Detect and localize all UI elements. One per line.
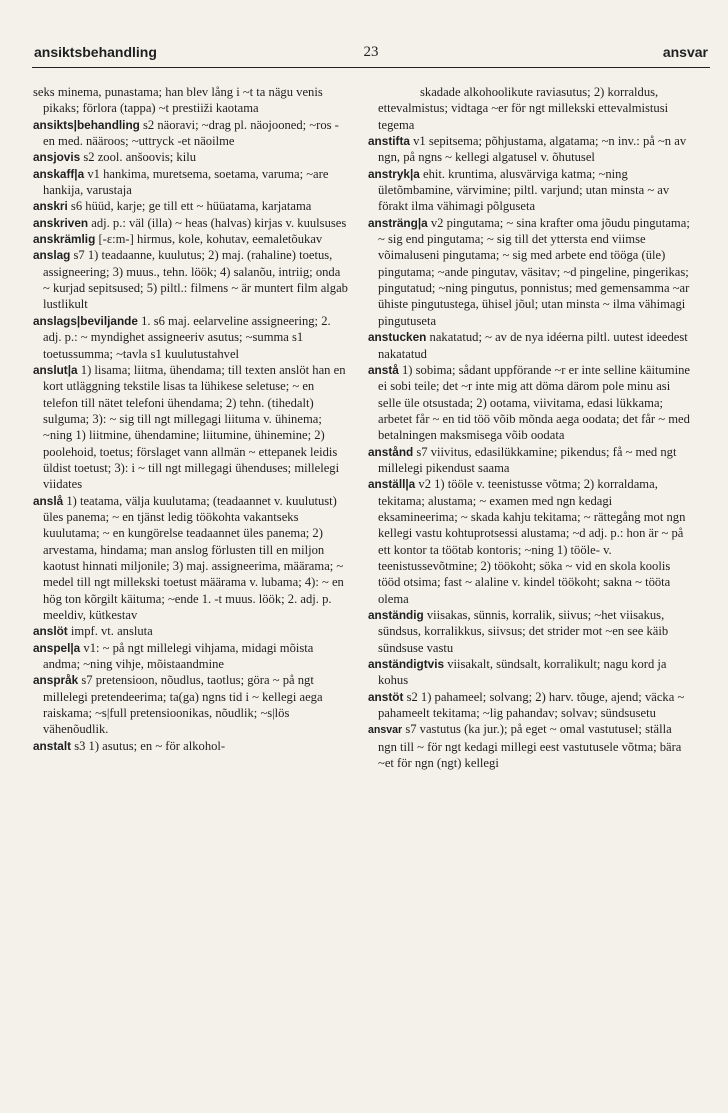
entry-headword: anskaff|a	[33, 166, 85, 181]
entry-headword: ansikts|behandling	[33, 117, 140, 132]
entry-headword: anslut|a	[33, 362, 78, 377]
dictionary-entry	[33, 640, 349, 673]
header-rule	[32, 67, 710, 68]
entry-definition: skadade alkohoolikute raviasutus; 2) korraldus, ettevalmistus; vidtaga ~er för ngt millekski ettevalmistusi tegema	[378, 85, 669, 132]
entry-definition: s3 1) asutus; en ~ för alkohol-	[74, 738, 226, 753]
entry-headword: anslå	[33, 493, 64, 508]
dictionary-entry	[368, 689, 690, 722]
entry-headword: anskriven	[33, 215, 89, 230]
entry-definition: 1. s6 maj. eelarveline assigneering; 2. adj. p.: ~ myndighet assigneeriv asutus; ~summa s1 toetussumma; ~tavla s1 kuulutustahvel	[43, 313, 331, 361]
right-column	[368, 84, 690, 771]
dictionary-entry	[33, 738, 349, 754]
entry-definition: viisakas, sünnis, korralik, siivus; ~het viisakus, sündsus, korralikkus, siivsus; det strider mot ~en see käib sündsuse vastu	[378, 608, 669, 655]
dictionary-entry	[368, 656, 690, 689]
entry-headword: ansjovis	[33, 150, 81, 165]
header-guide-word-left: ansiktsbehandling	[34, 44, 157, 60]
entry-definition: adj. p.: väl (illa) ~ heas (halvas) kirjas v. kuulsuses	[91, 215, 347, 230]
entry-definition: impf. vt. ansluta	[70, 624, 153, 639]
entry-headword: anstalt	[33, 738, 72, 753]
entry-headword: anstifta	[368, 134, 410, 149]
entry-headword: anslöt	[33, 624, 68, 639]
entry-headword: anstå	[368, 362, 399, 377]
dictionary-entry	[33, 117, 349, 150]
entry-definition: v2 pingutama; ~ sina krafter oma jõudu pingutama; ~ sig end pingutama; ~ sig till det yttersta end viimse võimaluseni pingutama; ~ sig med arbete end tööga (üle) pingutama; ~ande pingutav, väsitav; ~d pingeline, pingerikas; pingutatud; ~ning pingutus, ponnistus; med gemensamma ~ar ühiste pingutustega, ühisel jõul; utan minsta ~ ilma vähimagi pingutuseta	[378, 215, 690, 328]
entry-headword: anskri	[33, 199, 68, 214]
dictionary-entry	[33, 198, 349, 214]
entry-definition: ehit. kruntima, alusvärviga katma; ~ning ületõmbamine, värvimine; piltl. varjund; utan minsta ~ av förakt ilma vähimagi põlguseta	[378, 166, 670, 214]
dictionary-entry	[33, 493, 349, 624]
entry-definition: [-ε:m-] hirmus, kole, kohutav, eemaletõukav	[98, 232, 323, 247]
dictionary-entry	[368, 721, 690, 771]
entry-definition: s2 näoravi; ~drag pl. näojooned; ~ros -en med. nääroos; ~uttryck -et näoilme	[43, 117, 339, 149]
dictionary-entry	[33, 672, 349, 737]
entry-headword: anständig	[368, 608, 424, 622]
entry-headword: anskrämlig	[33, 232, 96, 247]
entry-headword: ansträng|a	[368, 215, 428, 230]
header-guide-word-right: ansvar	[662, 44, 708, 60]
dictionary-entry	[33, 166, 349, 199]
entry-headword: anständigtvis	[368, 657, 445, 672]
entry-definition: s7 viivitus, edasilükkamine; pikendus; få ~ med ngt millelegi pikendust saama	[378, 444, 677, 475]
entry-headword: anstryk|a	[368, 166, 420, 181]
entry-definition: s2 zool. anšoovis; kilu	[83, 150, 197, 165]
entry-definition: nakatatud; ~ av de nya idéerna piltl. uutest ideedest nakatatud	[378, 330, 688, 361]
entry-definition: s7 pretensioon, nõudlus, taotlus; göra ~ på ngt millelegi pretendeerima; ta(ga) ngns tid i ~ kellegi aega raiskama; ~s|full pretensioonikas, nõudlik; ~s|lös vähenõudlik.	[43, 673, 323, 737]
dictionary-entry	[33, 623, 349, 639]
dictionary-entry	[33, 313, 349, 362]
dictionary-entry	[33, 149, 349, 165]
entry-definition: v1 sepitsema; põhjustama, algatama; ~n inv.: på ~n av ngn, på ngns ~ kellegi algatusel v. õhutusel	[378, 134, 687, 165]
entry-headword: anstånd	[368, 444, 414, 459]
dictionary-entry	[368, 133, 690, 166]
dictionary-entry	[368, 166, 690, 215]
entry-definition: s7 1) teadaanne, kuulutus; 2) maj. (rahaline) toetus, assigneering; 3) muus., tehn. löök; 4) salanõu, intriig; onda ~ kurjad sepitsused; 5) piltl.: filmens ~ är muntert film algab lustlikult	[43, 248, 348, 312]
entry-headword: anstöt	[368, 689, 404, 704]
left-column	[33, 84, 349, 754]
entry-definition: viisakalt, sündsalt, korralikult; nagu kord ja kohus	[378, 657, 667, 688]
dictionary-entry	[378, 84, 690, 133]
entry-definition: s7 vastutus (ka jur.); på eget ~ omal vastutusel; ställa ngn till ~ för ngt kedagi millegi eest vastutusele võtma; bära ~et för ngn (ngt) kellegi	[378, 722, 682, 771]
entry-definition: s6 hüüd, karje; ge till ett ~ hüüatama, karjatama	[70, 199, 312, 214]
entry-definition: v2 1) tööle v. teenistusse võtma; 2) korraldama, tekitama; alustama; ~ examen med ngn kedagi eksamineerima; ~ skada kahju tekitama; ~ rättegång mot ngn kellegi vastu kohtuprotsessi alustama; ~d adj. p.: hon är ~ på ett kontor ta töötab kontoris; ~ning 1) tööle- v. teenistussevõtmine; 2) töökoht; söka ~ vid en skola koolis tööd otsima; fast ~ alaline v. kindel töökoht; sakna ~ tööta olema	[378, 477, 686, 606]
entry-headword: anspråk	[33, 673, 79, 688]
dictionary-entry	[368, 215, 690, 329]
entry-definition: 1) teatama, välja kuulutama; (teadaannet v. kuulutust) üles panema; ~ en tjänst ledig töökohta vakantseks kuulutama; ~ en kungörelse teadaannet üles panema; 2) arvestama, hindama; man anslog förlusten till en miljon kaotust hinnati miljonile; 3) maj. assigneerima, määrama; ~ medel till ngt millekski toetust määrama v. lubama; 4): ~ en hög ton kõrgilt käituma; ~ende 1. -t muus. löök; 2. adj. p. meeldiv, kütkestav	[43, 493, 344, 622]
dictionary-entry	[368, 607, 690, 656]
entry-headword: ansvar	[368, 724, 403, 737]
dictionary-entry	[33, 362, 349, 493]
entry-definition: seks minema, punastama; han blev lång i ~t ta nägu venis pikaks; förlora (tappa) ~t prestiiži kaotama	[33, 85, 323, 116]
entry-headword: anslags|beviljande	[33, 313, 138, 328]
dictionary-entry	[33, 231, 349, 247]
dictionary-entry	[33, 84, 349, 117]
entry-headword: anspel|a	[33, 640, 81, 655]
entry-definition: 1) sobima; sådant uppförande ~r er inte selline käitumine ei sobi teile; det ~r inte mig att döma därom pole minu asi selle üle otsustada; 2) ootama, viivitama, edasi lükkama; arbetet får ~ en tid töö võib mõnda aega oodata; det får ~ med betalningen maksmisega võib oodata	[378, 362, 690, 443]
dictionary-entry	[368, 444, 690, 477]
entry-definition: v1 hankima, muretsema, soetama, varuma; ~are hankija, varustaja	[43, 166, 329, 198]
entry-headword: anställ|a	[368, 477, 416, 492]
entry-headword: anslag	[33, 248, 71, 263]
page-number: 23	[363, 44, 379, 60]
entry-headword: anstucken	[368, 330, 427, 345]
entry-definition: 1) lisama; liitma, ühendama; till texten anslöt han en kort utläggning tekstile lisas ta lühikese seletuse; ~ en telefon till nätet telefoni ühendama; 2) tehn. (tihedalt) sulguma; 3): ~ sig till ngt millegagi liituma v. ühinema; ~ning 1) liitmine, ühendamine; liitumine, ühinemine; 2) poolehoid, toetus; förslaget vann allmän ~ ettepanek leidis üldist toetust; 3): i ~ till ngt millegagi ühenduses; millelegi viidates	[43, 362, 346, 492]
dictionary-entry	[368, 362, 690, 444]
entry-definition: v1: ~ på ngt millelegi vihjama, midagi mõista andma; ~ning vihje, mõistaandmine	[43, 640, 314, 672]
dictionary-entry	[33, 215, 349, 231]
entry-definition: s2 1) pahameel; solvang; 2) harv. tõuge, ajend; väcka ~ pahameelt tekitama; ~lig pahandav; solvav; sündsusetu	[378, 689, 685, 721]
dictionary-entry	[368, 476, 690, 607]
dictionary-entry	[33, 247, 349, 312]
page-header	[34, 44, 708, 66]
dictionary-entry	[368, 329, 690, 362]
